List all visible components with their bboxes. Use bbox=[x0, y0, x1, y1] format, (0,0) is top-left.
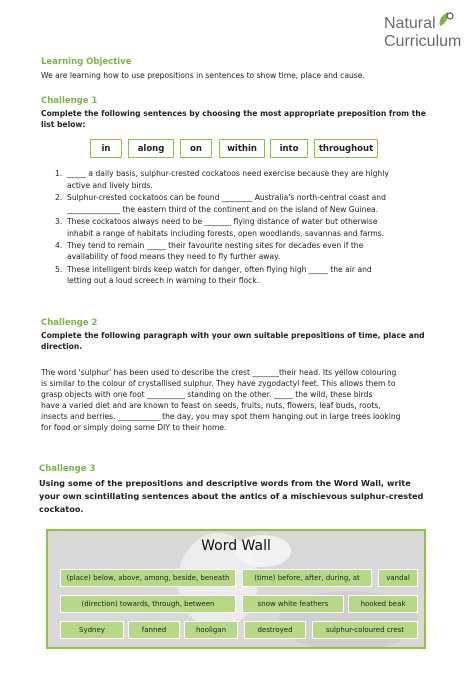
sentence-line: active and lively birds. bbox=[67, 180, 153, 190]
word-tile: (time) before, after, during, at bbox=[242, 569, 372, 587]
word-tile: Sydney bbox=[60, 621, 124, 639]
preposition-tile: into bbox=[270, 139, 308, 158]
learning-objective-text: We are learning how to use prepositions in sentences to show time, place and cause. bbox=[41, 71, 365, 80]
sentence-number: 3. bbox=[55, 216, 63, 226]
sentence-line: Sulphur-crested cockatoos can be found ________ Australia's north-central coast and bbox=[67, 192, 386, 202]
challenge2-instruction-line1: Complete the following paragraph with your own suitable prepositions of time, place and bbox=[41, 331, 425, 340]
sentence-line: These intelligent birds keep watch for danger, often flying high _____ the air and bbox=[67, 264, 372, 274]
preposition-tile: within bbox=[219, 139, 265, 158]
challenge3-heading: Challenge 3 bbox=[39, 464, 96, 474]
logo-line1: Natural bbox=[384, 15, 436, 32]
challenge1-instruction-line1: Complete the following sentences by choosing the most appropriate preposition from the bbox=[41, 109, 426, 118]
sentence-number: 4. bbox=[55, 240, 63, 250]
sentence-line: These cockatoos always need to be _______ flying distance of water but otherwise bbox=[67, 216, 378, 226]
sentence-item bbox=[41, 240, 441, 263]
challenge2-instruction-line2: direction. bbox=[41, 342, 83, 351]
paragraph-line: for food or simply doing some DIY to their home. bbox=[41, 423, 227, 432]
sentence-line: availability of food means they need to fly further away. bbox=[67, 252, 280, 262]
word-tile: destroyed bbox=[244, 621, 306, 639]
challenge3-line1: Using some of the prepositions and descriptive words from the Word Wall, write bbox=[39, 478, 411, 488]
sentence-number: 1. bbox=[55, 169, 63, 178]
word-tile: (direction) towards, through, between bbox=[60, 595, 236, 613]
word-tile: vandal bbox=[378, 569, 418, 587]
word-tile: hooked beak bbox=[348, 595, 418, 613]
sentence-line: _____ a daily basis, sulphur-crested cockatoos need exercise because they are highly bbox=[67, 169, 389, 178]
sentence-line: inhabit a range of habitats including forests, open woodlands, savannas and farms. bbox=[67, 228, 385, 238]
word-tile: sulphur-coloured crest bbox=[312, 621, 418, 639]
sentence-line: ______________ the eastern third of the continent and on the island of New Guinea. bbox=[67, 204, 379, 214]
sentence-item bbox=[41, 168, 441, 191]
sentence-list bbox=[41, 168, 441, 288]
preposition-tile: in bbox=[90, 139, 122, 158]
word-wall bbox=[46, 529, 426, 649]
word-tile: snow white feathers bbox=[242, 595, 344, 613]
challenge3-line2: your own scintillating sentences about the antics of a mischievous sulphur-crested bbox=[39, 491, 424, 501]
logo-line2: Curriculum bbox=[384, 33, 462, 50]
preposition-tile: throughout bbox=[314, 139, 378, 158]
sentence-line: They tend to remain _____ their favourite nesting sites for decades even if the bbox=[67, 240, 364, 250]
sentence-item bbox=[41, 192, 441, 215]
paragraph-line: The word 'sulphur' has been used to describe the crest _______their head. Its yellow colouring bbox=[41, 368, 397, 377]
learning-objective-heading: Learning Objective bbox=[41, 57, 132, 67]
paragraph-line: have a varied diet and are known to feast on seeds, fruits, nuts, flowers, leaf buds, roots, bbox=[41, 401, 381, 410]
word-tile: hooligan bbox=[184, 621, 238, 639]
challenge3-line3: cockatoo. bbox=[39, 504, 84, 514]
challenge1-instruction-line2: list below: bbox=[41, 120, 86, 129]
word-tile: fanned bbox=[128, 621, 180, 639]
sentence-item bbox=[41, 264, 441, 287]
leaf-icon bbox=[436, 8, 456, 30]
sentence-number: 5. bbox=[55, 264, 63, 274]
challenge1-heading: Challenge 1 bbox=[41, 96, 98, 106]
word-tile: (place) below, above, among, beside, beneath bbox=[60, 569, 236, 587]
sentence-item bbox=[41, 216, 441, 239]
challenge2-paragraph bbox=[41, 367, 441, 433]
logo bbox=[384, 12, 468, 54]
sentence-line: letting out a loud screech in warning to their flock. bbox=[67, 276, 260, 286]
paragraph-line: insects and berries. ___________ the day, you may spot them hanging out in large trees looking bbox=[41, 412, 401, 421]
sentence-number: 2. bbox=[55, 192, 63, 202]
paragraph-line: is similar to the colour of crystallised sulphur. They have zygodactyl feet. This allows them to bbox=[41, 379, 396, 388]
preposition-tile: along bbox=[128, 139, 174, 158]
challenge2-heading: Challenge 2 bbox=[41, 318, 98, 328]
paragraph-line: grasp objects with one foot __________ standing on the other. _____ the wild, these birds bbox=[41, 390, 373, 399]
preposition-tile: on bbox=[180, 139, 212, 158]
word-wall-title: Word Wall bbox=[201, 538, 271, 554]
